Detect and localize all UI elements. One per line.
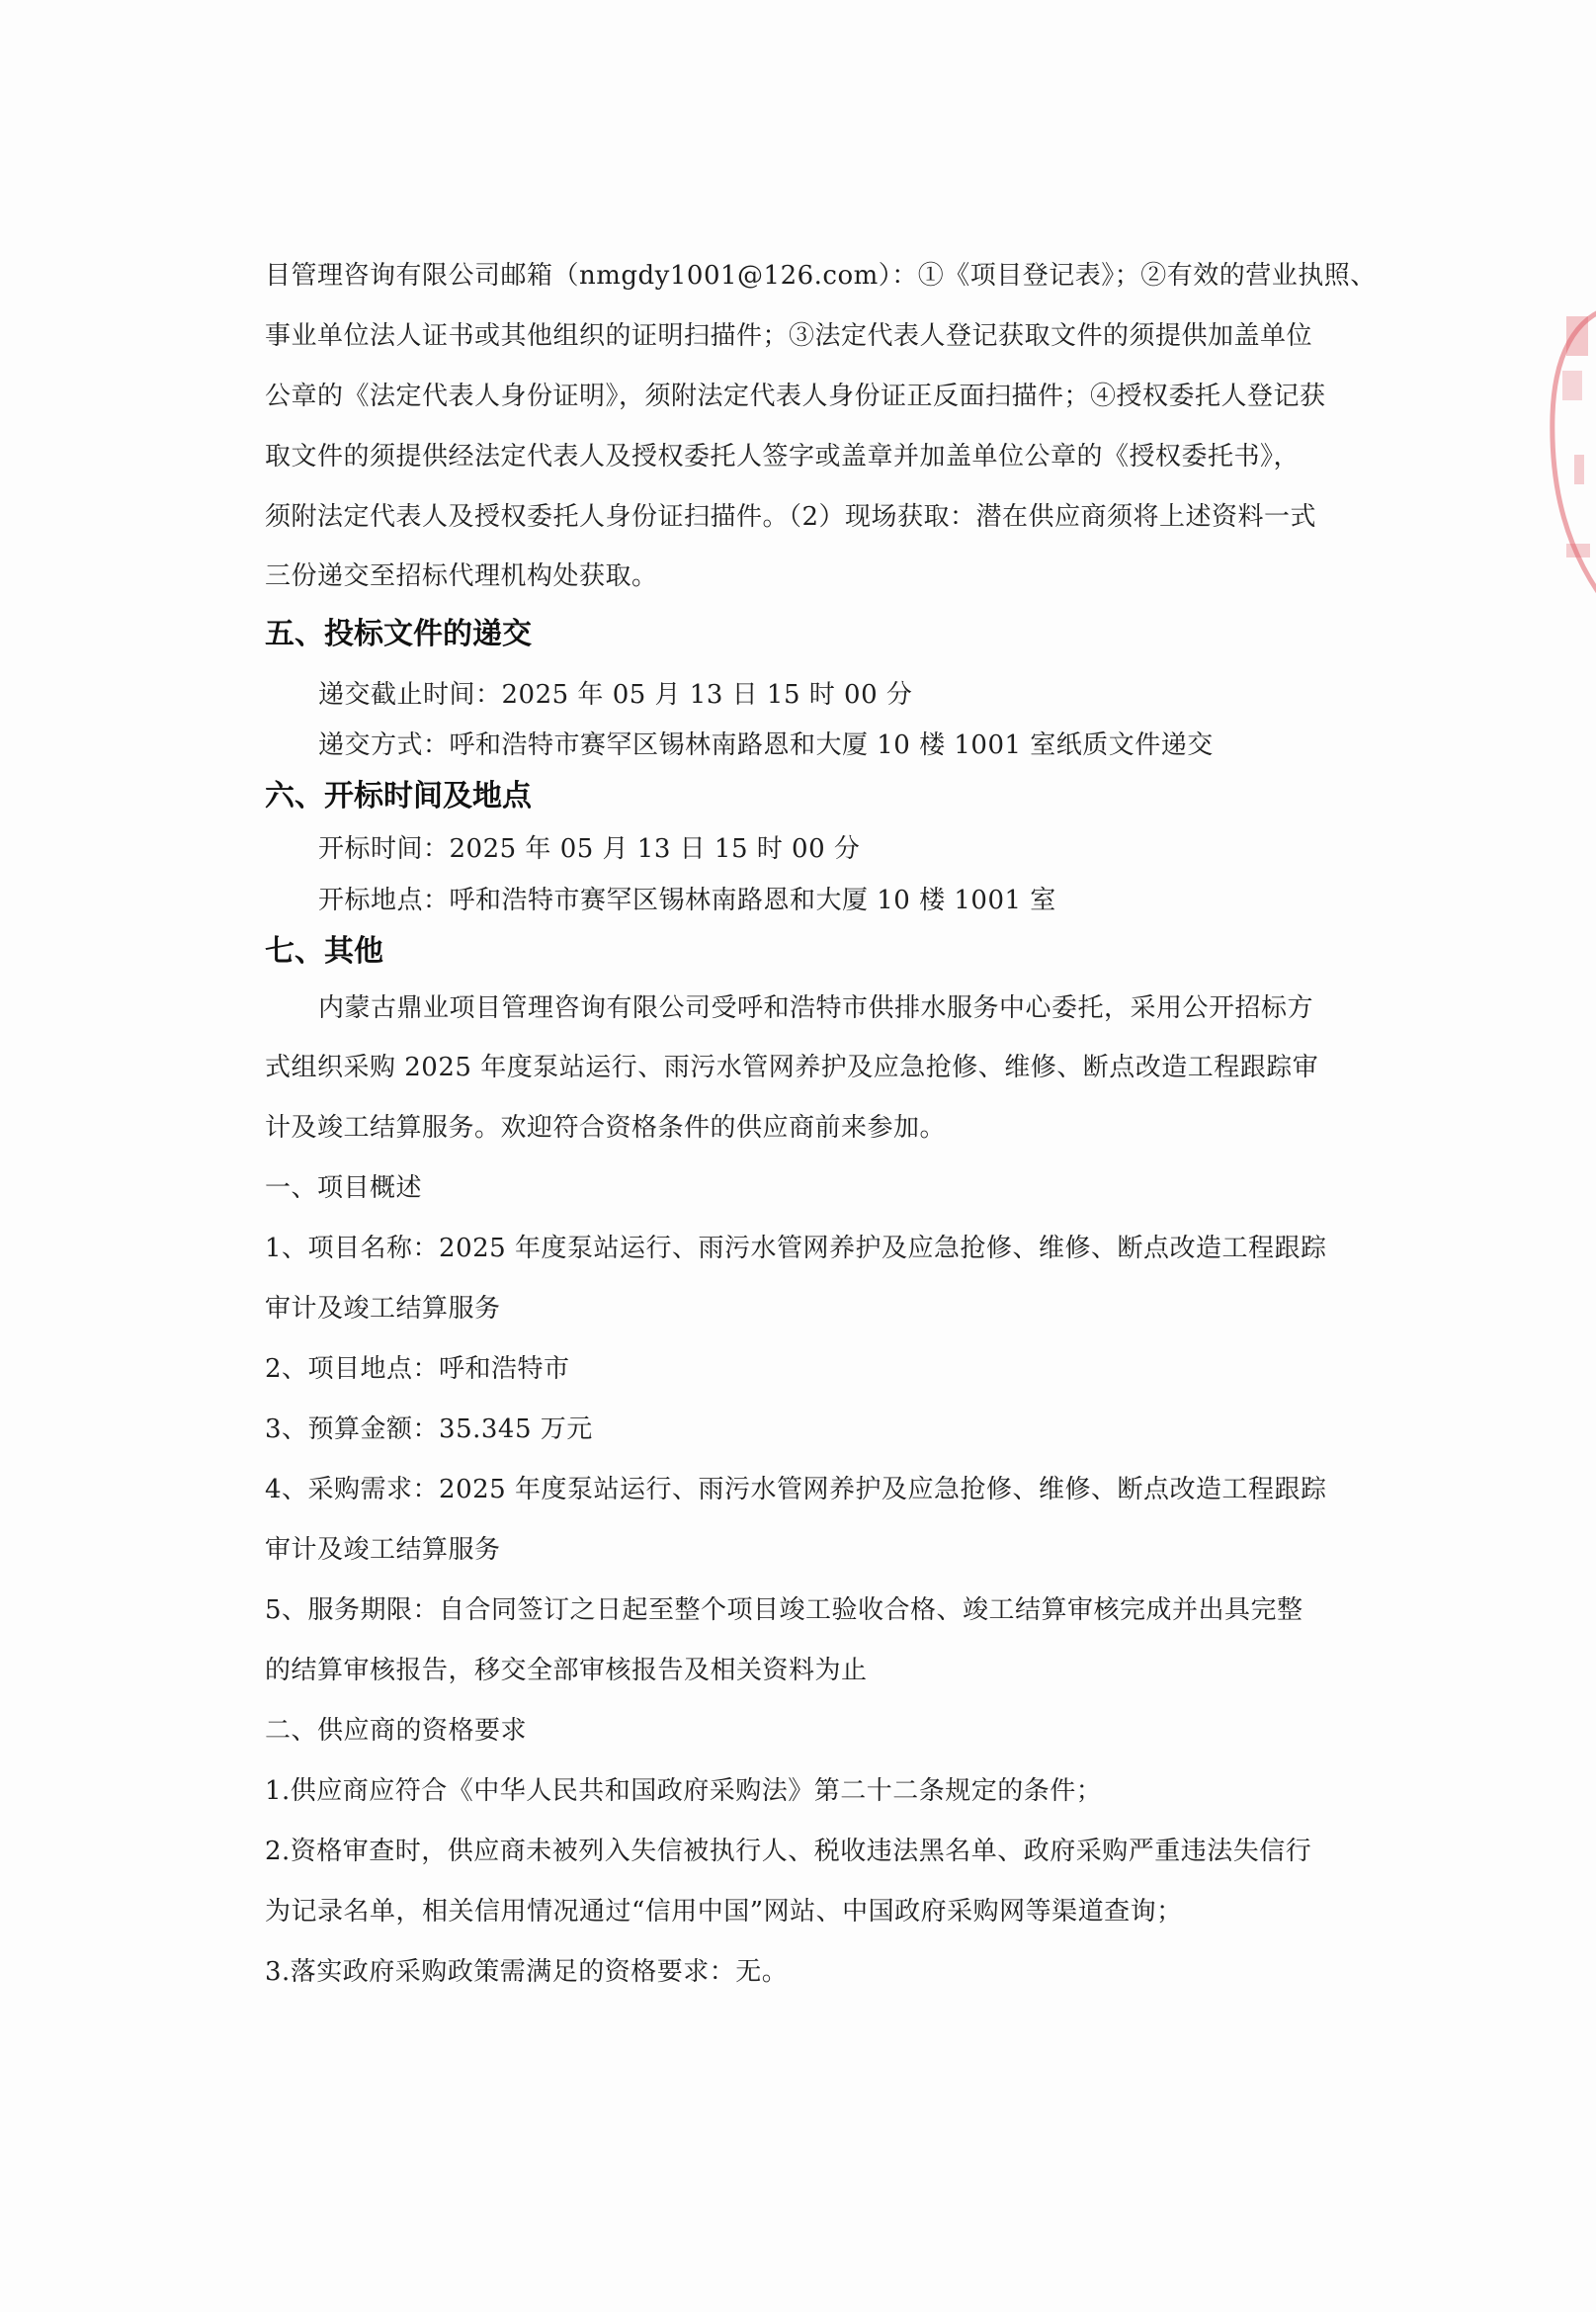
qualification-item: 3.落实政府采购政策需满足的资格要求：无。 — [265, 1957, 789, 1987]
opening-time: 开标时间：2025 年 05 月 13 日 15 时 00 分 — [318, 834, 861, 864]
text-line: 公章的《法定代表人身份证明》，须附法定代表人身份证正反面扫描件；④授权委托人登记获 — [265, 382, 1326, 411]
text-line: 审计及竣工结算服务 — [265, 1294, 501, 1324]
submission-deadline: 递交截止时间：2025 年 05 月 13 日 15 时 00 分 — [318, 680, 913, 710]
text-line: 的结算审核报告，移交全部审核报告及相关资料为止 — [265, 1656, 868, 1685]
opening-location: 开标地点：呼和浩特市赛罕区锡林南路恩和大厦 10 楼 1001 室 — [318, 886, 1056, 915]
project-name: 1、项目名称：2025 年度泵站运行、雨污水管网养护及应急抢修、维修、断点改造工程跟踪 — [265, 1234, 1327, 1263]
text-line: 为记录名单，相关信用情况通过“信用中国”网站、中国政府采购网等渠道查询； — [265, 1897, 1183, 1927]
section-heading-7: 七、其他 — [265, 934, 383, 969]
qualification-item: 2.资格审查时，供应商未被列入失信被执行人、税收违法黑名单、政府采购严重违法失信行 — [265, 1837, 1312, 1866]
subsection-title: 一、项目概述 — [265, 1173, 423, 1203]
text-line: 须附法定代表人及授权委托人身份证扫描件。（2）现场获取：潜在供应商须将上述资料一式 — [265, 502, 1317, 532]
seal-stamp-fragment — [1545, 297, 1596, 623]
subsection-title: 二、供应商的资格要求 — [265, 1716, 528, 1746]
qualification-item: 1.供应商应符合《中华人民共和国政府采购法》第二十二条规定的条件； — [265, 1776, 1103, 1806]
section-heading-6: 六、开标时间及地点 — [265, 779, 532, 813]
project-location: 2、项目地点：呼和浩特市 — [265, 1354, 570, 1384]
text-line: 三份递交至招标代理机构处获取。 — [265, 561, 658, 591]
text-line: 审计及竣工结算服务 — [265, 1535, 501, 1565]
budget-amount: 3、预算金额：35.345 万元 — [265, 1414, 593, 1444]
text-line: 式组织采购 2025 年度泵站运行、雨污水管网养护及应急抢修、维修、断点改造工程跟踪审 — [265, 1053, 1319, 1082]
submission-method: 递交方式：呼和浩特市赛罕区锡林南路恩和大厦 10 楼 1001 室纸质文件递交 — [318, 730, 1214, 760]
service-period: 5、服务期限：自合同签订之日起至整个项目竣工验收合格、竣工结算审核完成并出具完整 — [265, 1595, 1303, 1625]
section-heading-5: 五、投标文件的递交 — [265, 617, 532, 651]
text-line: 事业单位法人证书或其他组织的证明扫描件；③法定代表人登记获取文件的须提供加盖单位 — [265, 321, 1313, 351]
text-line: 取文件的须提供经法定代表人及授权委托人签字或盖章并加盖单位公章的《授权委托书》， — [265, 442, 1301, 471]
text-line: 计及竣工结算服务。欢迎符合资格条件的供应商前来参加。 — [265, 1113, 947, 1143]
procurement-need: 4、采购需求：2025 年度泵站运行、雨污水管网养护及应急抢修、维修、断点改造工程跟踪 — [265, 1475, 1327, 1504]
text-line: 目管理咨询有限公司邮箱（nmgdy1001@126.com）：①《项目登记表》；②有效的营业执照、 — [265, 261, 1377, 291]
text-line: 内蒙古鼎业项目管理咨询有限公司受呼和浩特市供排水服务中心委托，采用公开招标方 — [318, 993, 1314, 1023]
